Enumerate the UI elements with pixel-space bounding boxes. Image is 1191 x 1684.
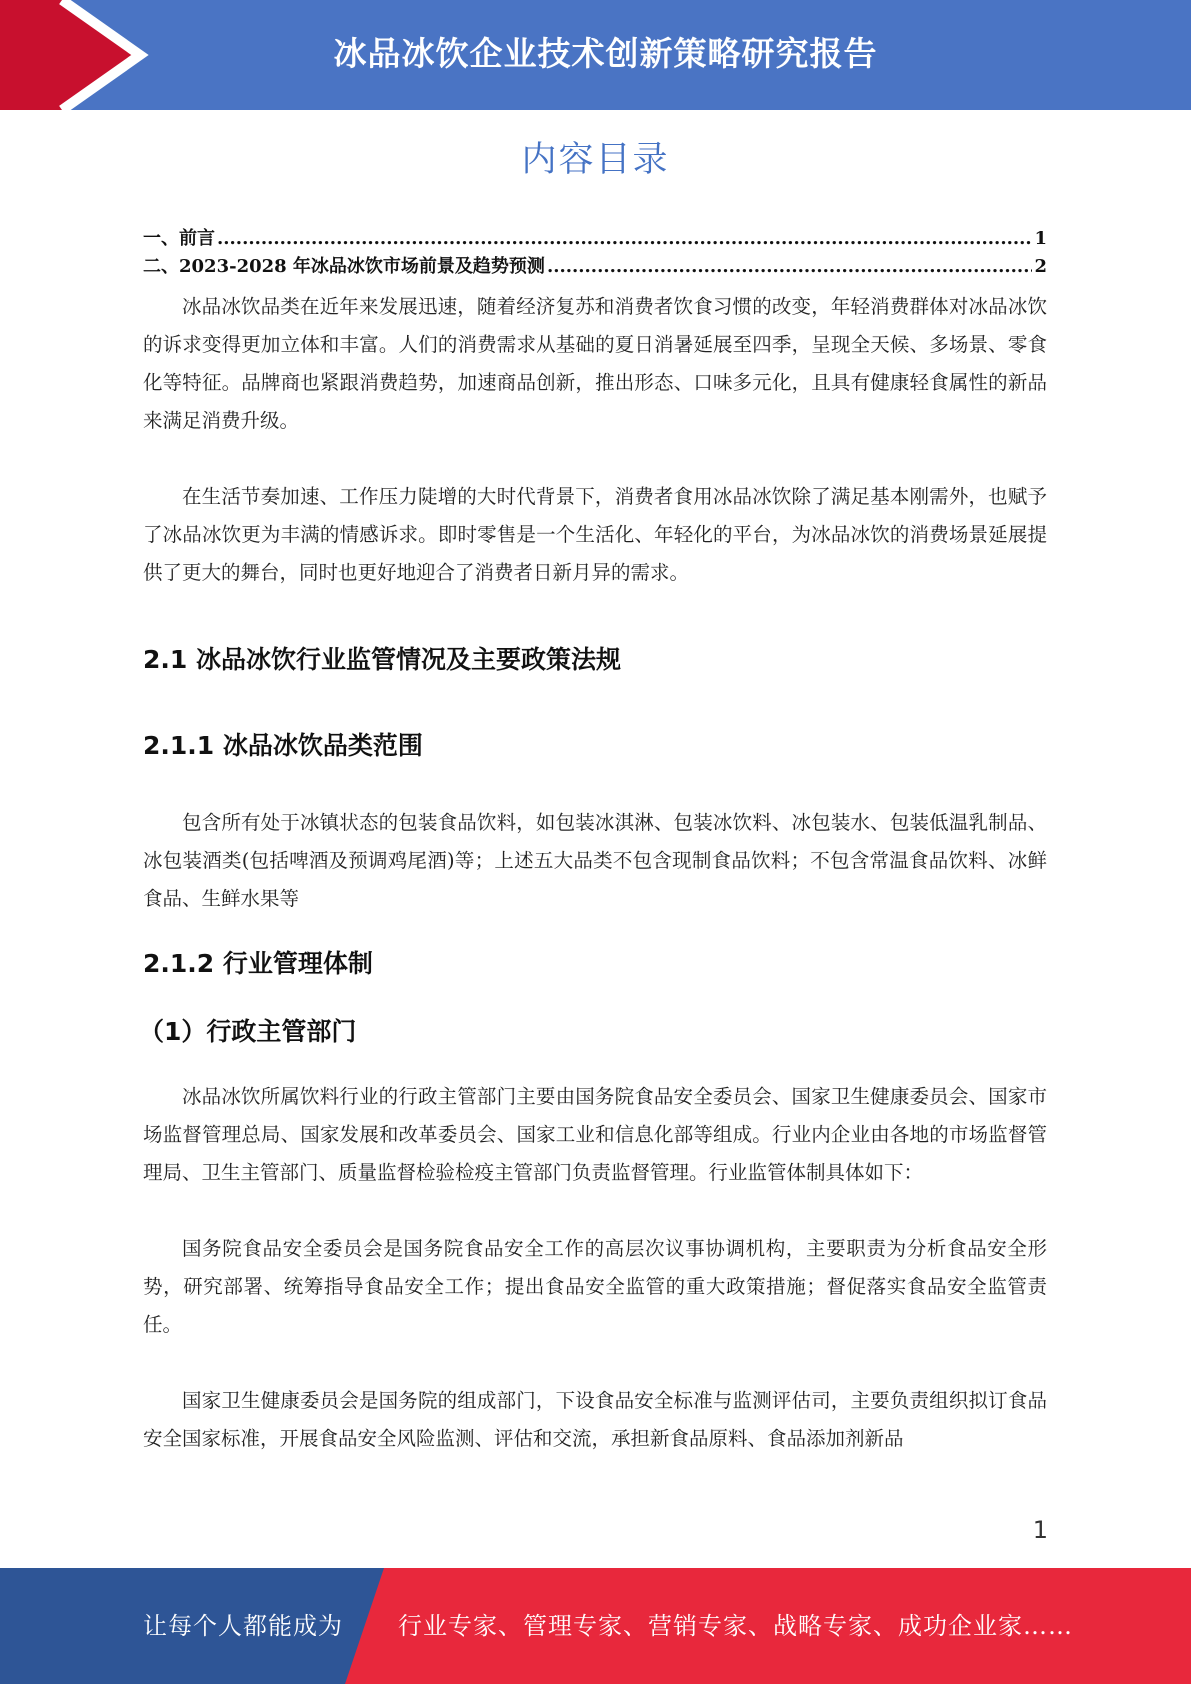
report-footer — [0, 1568, 1191, 1684]
paragraph-1: 冰品冰饮品类在近年来发展迅速，随着经济复苏和消费者饮食习惯的改变，年轻消费群体对冰品冰饮的诉求变得更加立体和丰富。人们的消费需求从基础的夏日消暑延展至四季，呈现全天候、多场景、零食化等特征。品牌商也紧跟消费趋势，加速商品创新，推出形态、口味多元化，且具有健康轻食属性的新品来满足消费升级。 — [143, 295, 1047, 432]
report-header — [0, 0, 1191, 110]
paragraph-4: 冰品冰饮所属饮料行业的行政主管部门主要由国务院食品安全委员会、国家卫生健康委员会、国家市场监督管理总局、国家发展和改革委员会、国家工业和信息化部等组成。行业内企业由各地的市场监督管理局、卫生主管部门、质量监督检验检疫主管部门负责监督管理。行业监管体制具体如下： — [143, 1085, 1047, 1184]
toc-entry-preface[interactable] — [143, 224, 1047, 252]
section-heading-2-1-2: 2.1.2 行业管理体制 — [143, 949, 373, 978]
toc-entry-label: 二、2023-2028 年冰品冰饮市场前景及趋势预测 — [143, 256, 545, 277]
toc-leader-dots — [547, 256, 1033, 277]
toc-entry-page: 1 — [1034, 228, 1047, 249]
toc-entry-market-outlook[interactable] — [143, 252, 1047, 280]
paragraph-3: 包含所有处于冰镇状态的包装食品饮料，如包装冰淇淋、包装冰饮料、冰包装水、包装低温乳制品、冰包装酒类(包括啤酒及预调鸡尾酒)等；上述五大品类不包含现制食品饮料；不包含常温食品饮料、冰鲜食品、生鲜水果等 — [143, 811, 1047, 910]
section-heading-2-1: 2.1 冰品冰饮行业监管情况及主要政策法规 — [143, 645, 621, 674]
toc-entry-page: 2 — [1034, 256, 1047, 277]
toc-leader-dots — [217, 228, 1032, 249]
report-title: 冰品冰饮企业技术创新策略研究报告 — [333, 34, 878, 73]
toc-entry-label: 一、前言 — [143, 228, 215, 249]
section-heading-2-1-1: 2.1.1 冰品冰饮品类范围 — [143, 731, 423, 760]
toc-heading: 内容目录 — [521, 140, 670, 180]
page-number: 1 — [1032, 1516, 1048, 1544]
table-of-contents — [143, 224, 1047, 280]
footer-slogan-right: 行业专家、管理专家、营销专家、战略专家、成功企业家…… — [398, 1612, 1073, 1640]
paragraph-2: 在生活节奏加速、工作压力陡增的大时代背景下，消费者食用冰品冰饮除了满足基本刚需外，也赋予了冰品冰饮更为丰满的情感诉求。即时零售是一个生活化、年轻化的平台，为冰品冰饮的消费场景延展提供了更大的舞台，同时也更好地迎合了消费者日新月异的需求。 — [143, 485, 1047, 584]
report-body — [139, 288, 1047, 1458]
footer-slogan-left: 让每个人都能成为 — [143, 1612, 343, 1640]
subsection-heading-admin-departments: （1）行政主管部门 — [139, 1017, 357, 1046]
paragraph-6: 国家卫生健康委员会是国务院的组成部门，下设食品安全标准与监测评估司，主要负责组织拟订食品安全国家标准，开展食品安全风险监测、评估和交流，承担新食品原料、食品添加剂新品 — [143, 1389, 1047, 1450]
paragraph-5: 国务院食品安全委员会是国务院食品安全工作的高层次议事协调机构，主要职责为分析食品安全形势，研究部署、统筹指导食品安全工作；提出食品安全监管的重大政策措施；督促落实食品安全监管责任。 — [143, 1237, 1047, 1336]
